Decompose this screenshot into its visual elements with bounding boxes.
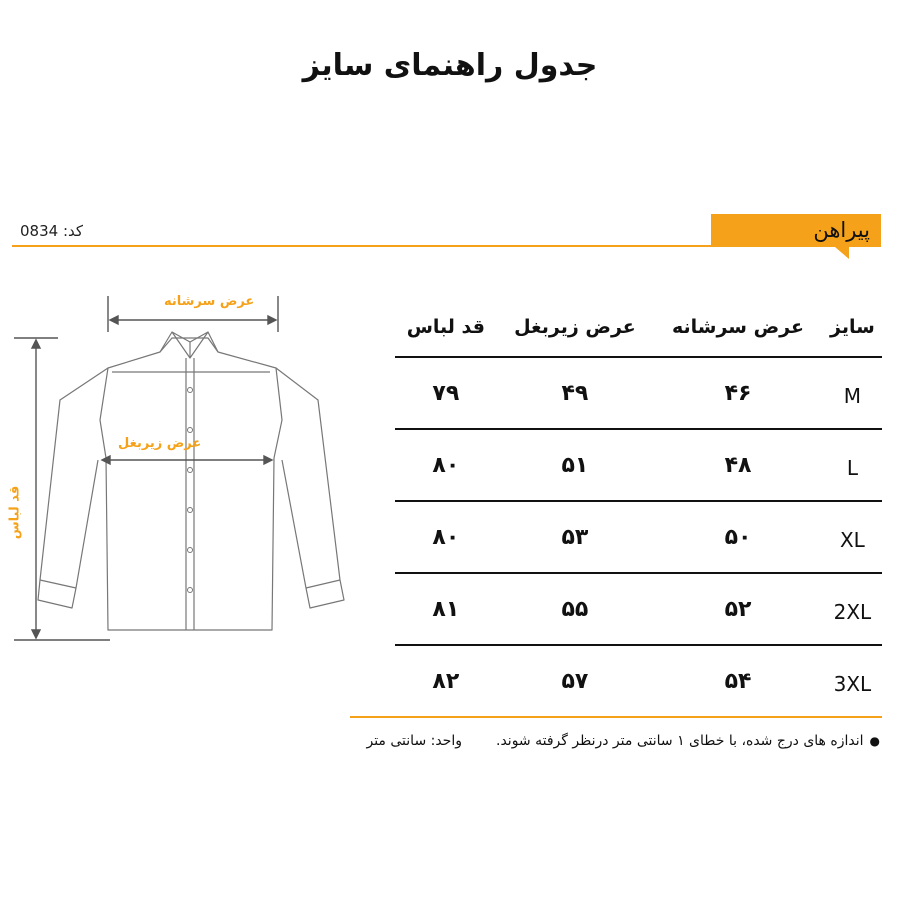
chest-cell: ۴۹ — [497, 357, 654, 429]
footer-rule — [350, 716, 882, 718]
size-cell: L — [823, 429, 882, 501]
header-chest-width: عرض زیربغل — [497, 298, 654, 357]
footnote — [366, 733, 880, 749]
size-cell: XL — [823, 501, 882, 573]
table-row — [395, 429, 882, 501]
product-code: کد: 0834 — [20, 222, 84, 240]
length-cell: ۸۰ — [395, 429, 497, 501]
category-label: پیراهن — [813, 218, 870, 242]
length-cell: ۸۲ — [432, 668, 460, 694]
tolerance-note: اندازه های درج شده، با خطای ۱ سانتی متر درنظر گرفته شوند. — [496, 733, 864, 749]
unit-note: واحد: سانتی متر — [366, 733, 462, 749]
length-cell: ۸۱ — [395, 573, 497, 645]
table-header-row — [395, 298, 882, 357]
header-shoulder-width: عرض سرشانه — [653, 298, 823, 357]
shoulder-width-label: عرض سرشانه — [164, 294, 255, 309]
shoulder-cell: ۵۰ — [653, 501, 823, 573]
shirt-diagram — [0, 280, 360, 660]
table-row — [395, 357, 882, 429]
length-cell: ۷۹ — [395, 357, 497, 429]
shoulder-cell: ۴۶ — [653, 357, 823, 429]
chest-cell: ۵۷ — [561, 668, 589, 694]
table-row — [395, 501, 882, 573]
chest-cell: ۵۱ — [497, 429, 654, 501]
header-size: سایز — [823, 298, 882, 357]
category-tab-notch — [835, 247, 849, 259]
size-cell: M — [823, 357, 882, 429]
size-table — [395, 298, 882, 716]
table-row — [395, 573, 882, 645]
chest-cell: ۵۵ — [497, 573, 654, 645]
bullet-icon: ● — [869, 734, 880, 748]
chest-width-label: عرض زیربغل — [118, 436, 202, 451]
page-title: جدول راهنمای سایز — [302, 48, 598, 83]
shoulder-cell: ۴۸ — [653, 429, 823, 501]
header-length: قد لباس — [395, 298, 497, 357]
garment-length-label: قد لباس — [7, 485, 23, 540]
table-row — [395, 645, 882, 716]
chest-cell: ۵۳ — [497, 501, 654, 573]
size-cell: 3XL — [833, 671, 872, 696]
size-cell: 2XL — [823, 573, 882, 645]
shoulder-cell: ۵۴ — [724, 668, 752, 694]
length-cell: ۸۰ — [395, 501, 497, 573]
shoulder-cell: ۵۲ — [653, 573, 823, 645]
